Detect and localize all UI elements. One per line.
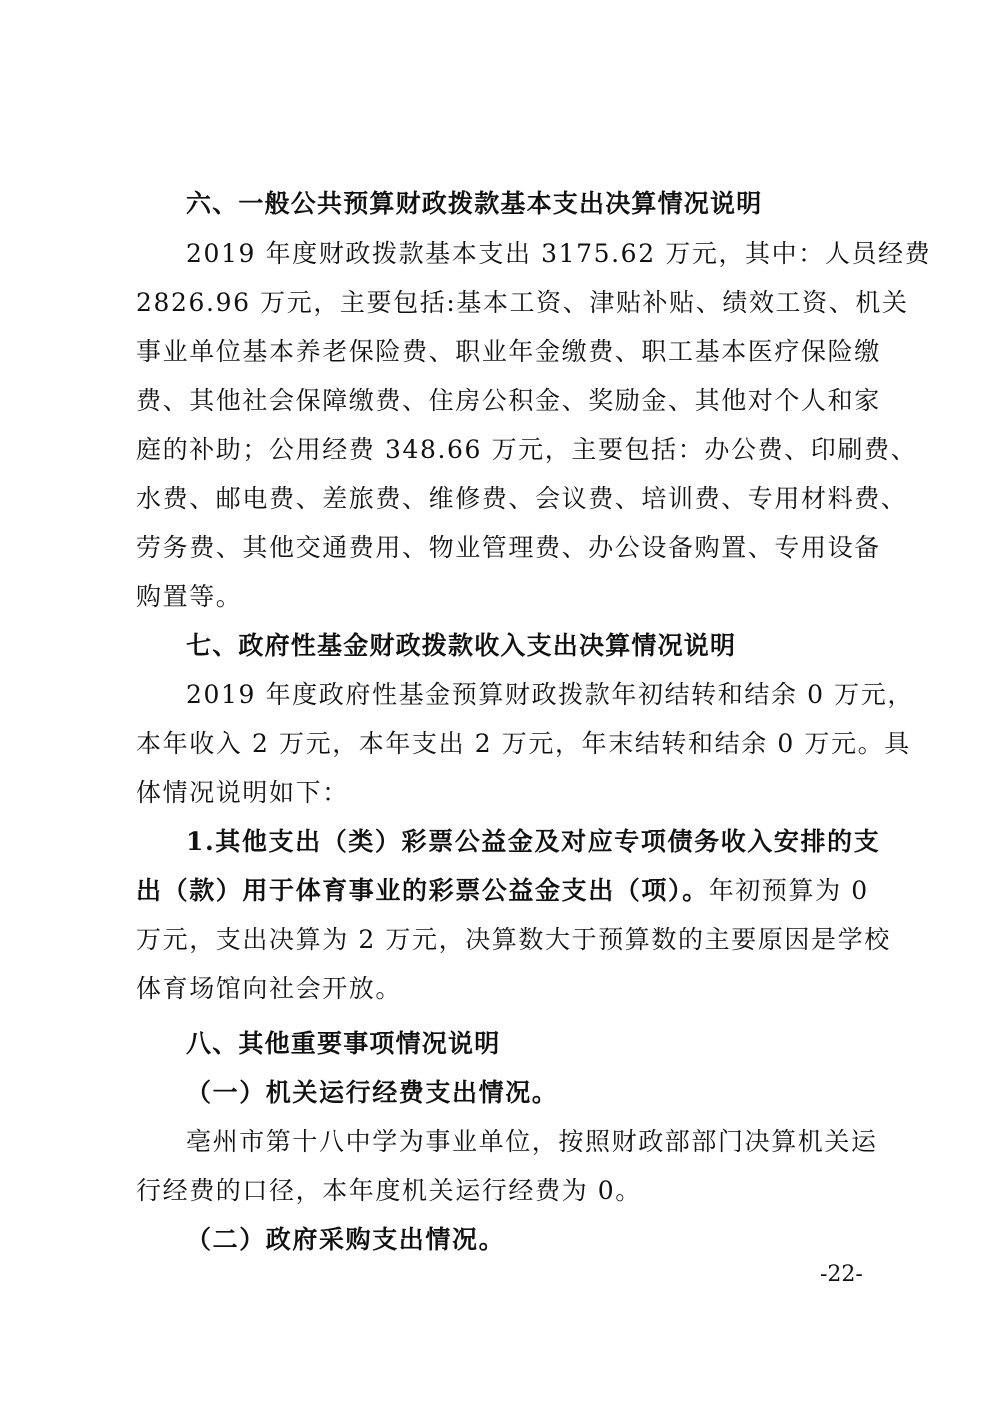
- section-6-line-6: 水费、邮电费、差旅费、维修费、会议费、培训费、专用材料费、: [136, 484, 908, 513]
- section-6-heading: 六、一般公共预算财政拨款基本支出决算情况说明: [186, 189, 763, 218]
- section-7-item-1-title-line-2: 出（款）用于体育事业的彩票公益金支出（项）。: [136, 876, 709, 905]
- section-6-line-8: 购置等。: [136, 582, 243, 611]
- section-6-line-7: 劳务费、其他交通费用、物业管理费、办公设备购置、专用设备: [136, 533, 881, 562]
- section-8-sub-2-heading: （二）政府采购支出情况。: [186, 1225, 506, 1254]
- section-7-item-1-budget-text: 年初预算为 0: [708, 876, 869, 905]
- section-7-line-2: 本年收入 2 万元，本年支出 2 万元，年末结转和结余 0 万元。具: [136, 729, 911, 758]
- section-7-line-3: 体情况说明如下：: [136, 778, 349, 807]
- section-8-sub-1-line-2: 行经费的口径，本年度机关运行经费为 0。: [136, 1176, 642, 1205]
- section-6-line-3: 事业单位基本养老保险费、职业年金缴费、职工基本医疗保险缴: [136, 337, 881, 366]
- section-8-heading: 八、其他重要事项情况说明: [186, 1029, 501, 1058]
- page-number: -22-: [820, 1262, 863, 1287]
- section-8-sub-1-heading: （一）机关运行经费支出情况。: [186, 1078, 559, 1107]
- section-6-line-2: 2826.96 万元，主要包括:基本工资、津贴补贴、绩效工资、机关: [136, 288, 909, 317]
- section-6-line-4: 费、其他社会保障缴费、住房公积金、奖励金、其他对个人和家: [136, 386, 881, 415]
- section-7-item-1-line-2: [136, 873, 876, 909]
- section-8-sub-1-line-1: 亳州市第十八中学为事业单位，按照财政部部门决算机关运: [186, 1127, 878, 1156]
- section-6-line-5: 庭的补助；公用经费 348.66 万元，主要包括：办公费、印刷费、: [136, 435, 918, 464]
- section-7-heading: 七、政府性基金财政拨款收入支出决算情况说明: [186, 631, 737, 660]
- section-7-item-1-title-line-1: 1.其他支出（类）彩票公益金及对应专项债务收入安排的支: [186, 827, 881, 856]
- section-7-item-1-line-4: 体育场馆向社会开放。: [136, 974, 403, 1003]
- section-7-line-1: 2019 年度政府性基金预算财政拨款年初结转和结余 0 万元，: [186, 680, 914, 709]
- section-7-item-1-line-3: 万元，支出决算为 2 万元，决算数大于预算数的主要原因是学校: [136, 925, 891, 954]
- section-6-line-1: 2019 年度财政拨款基本支出 3175.62 万元，其中：人员经费: [186, 239, 932, 268]
